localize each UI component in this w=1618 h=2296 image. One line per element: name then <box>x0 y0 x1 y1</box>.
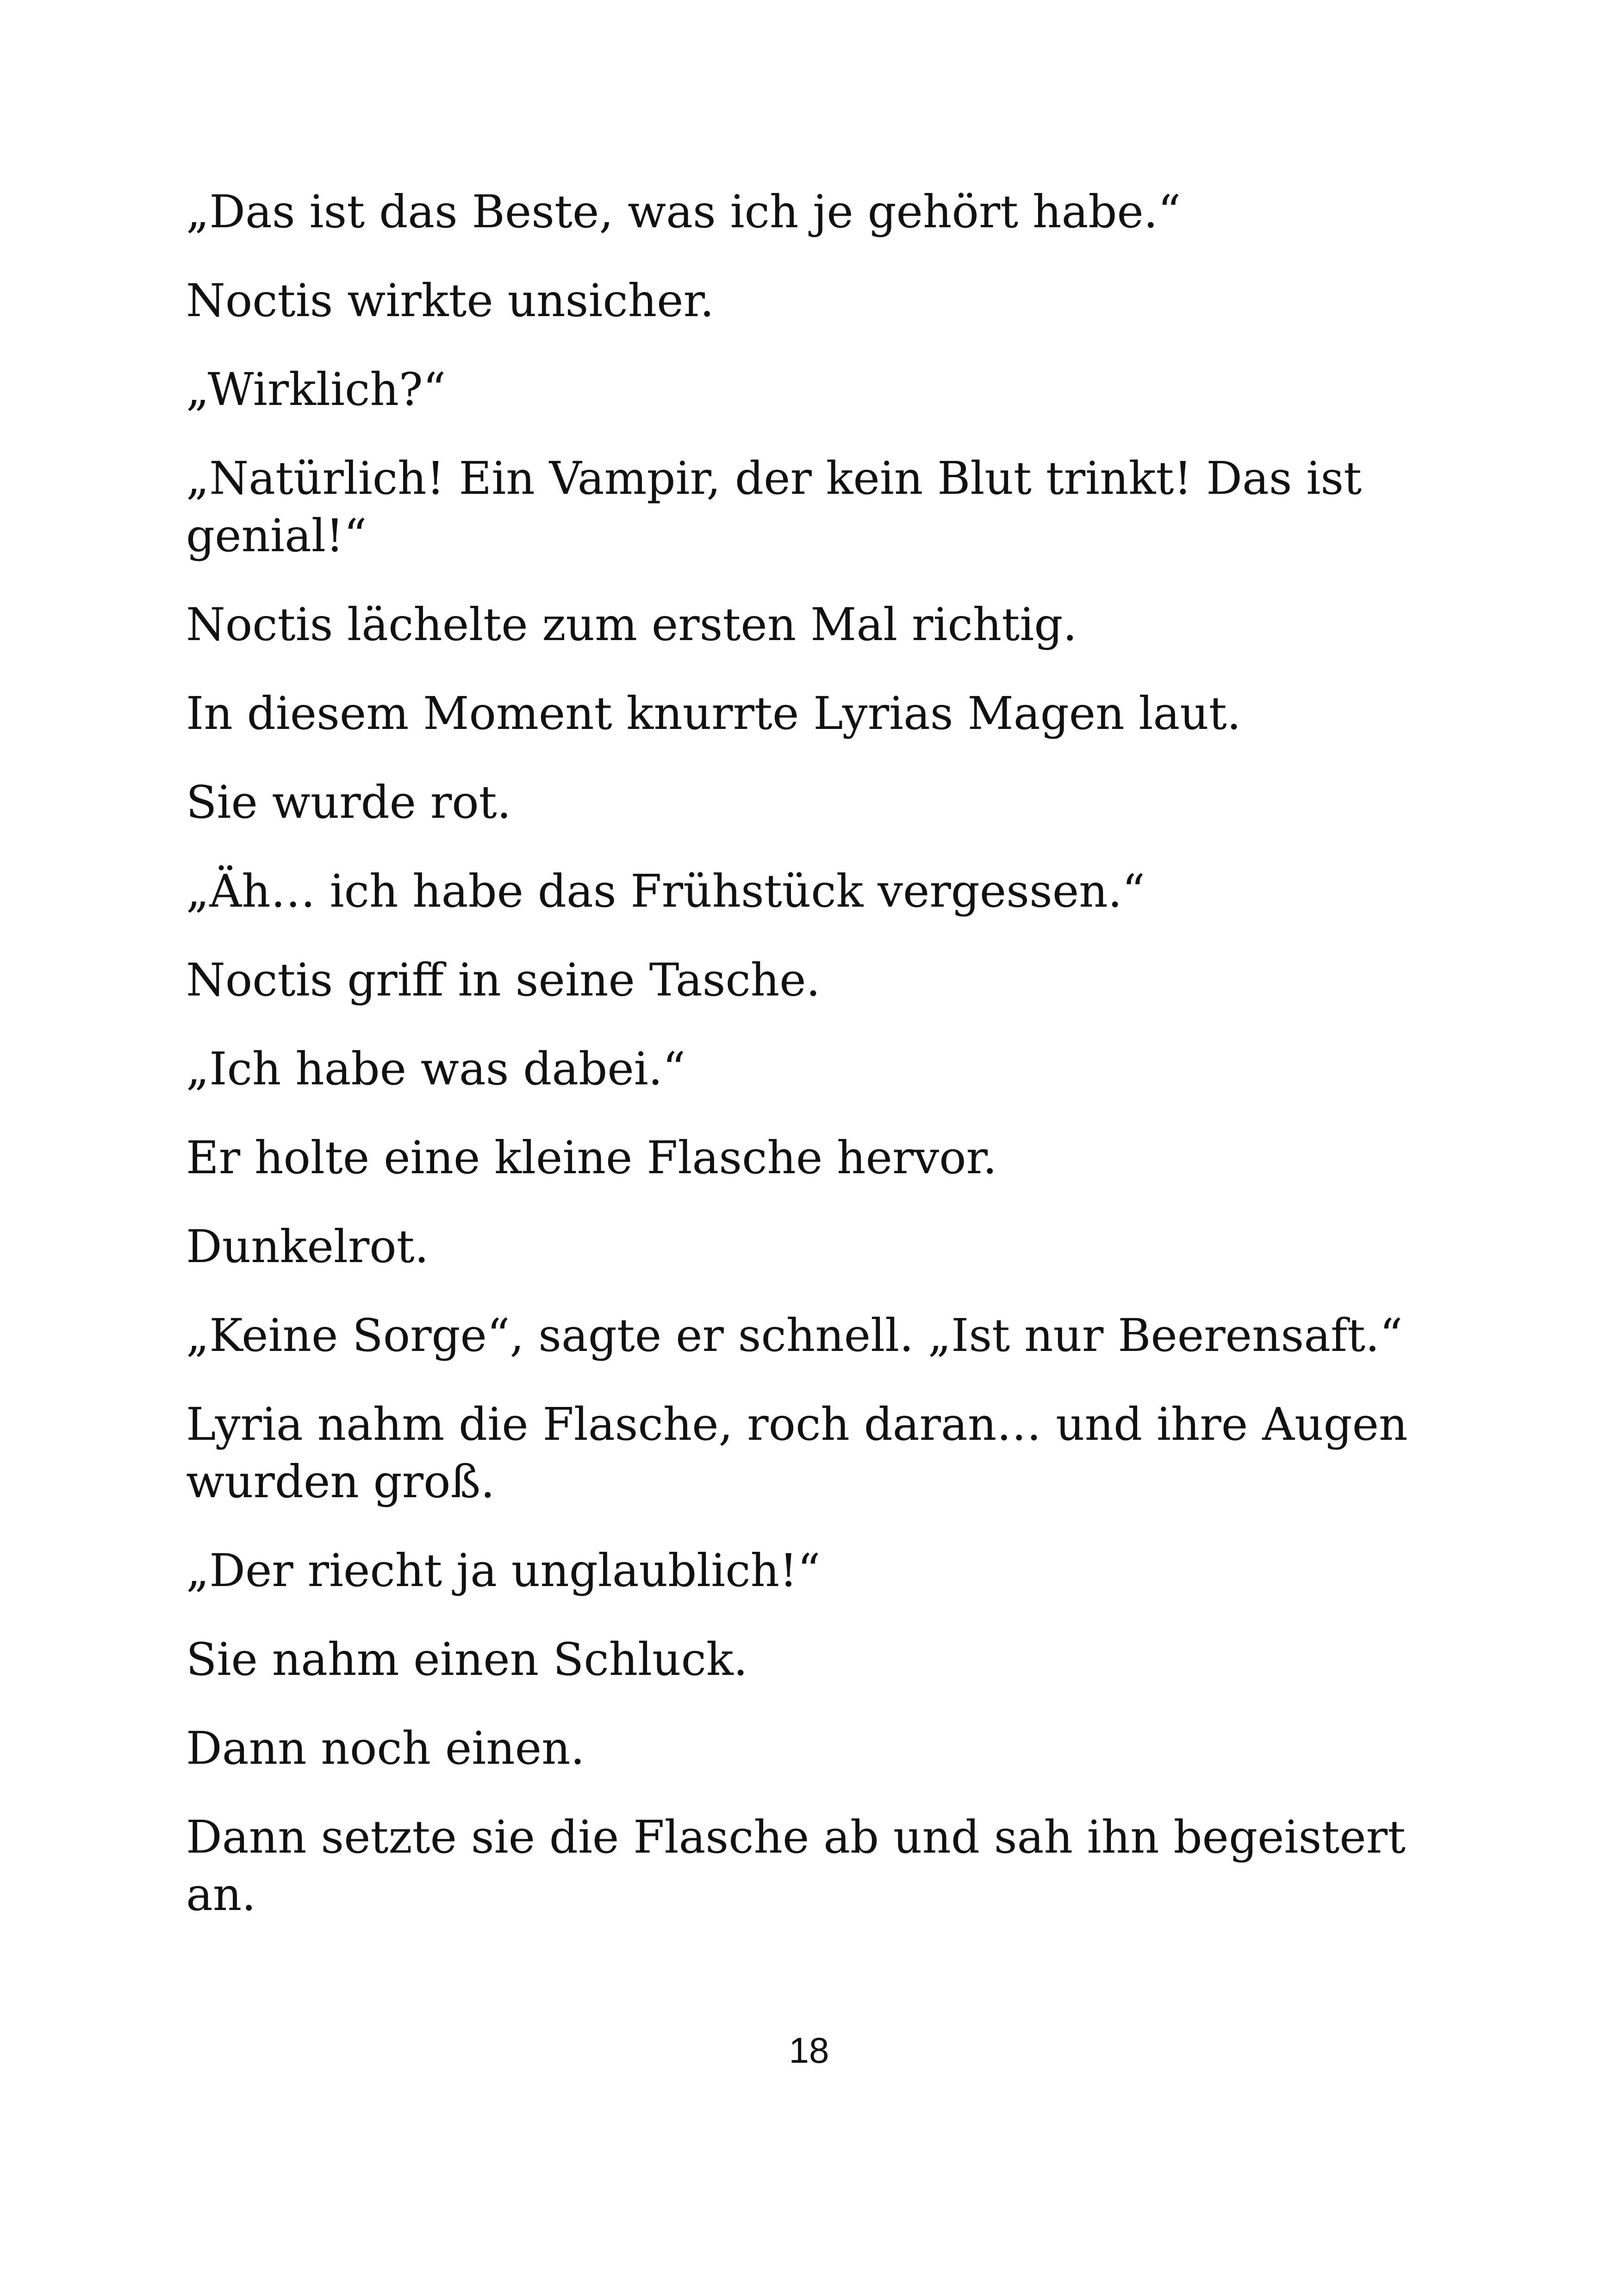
story-text <box>186 183 1436 1955</box>
paragraph: „Keine Sorge“, sagte er schnell. „Ist nur Beerensaft.“ <box>186 1309 1403 1362</box>
paragraph: Lyria nahm die Flasche, roch daran… und ihre Augen wurden groß. <box>186 1398 1408 1508</box>
paragraph: „Ich habe was dabei.“ <box>186 1043 686 1095</box>
page-number: 18 <box>789 2030 829 2071</box>
paragraph: „Der riecht ja unglaublich!“ <box>186 1544 821 1597</box>
paragraph: In diesem Moment knurrte Lyrias Magen laut. <box>186 687 1241 740</box>
paragraph: „Natürlich! Ein Vampir, der kein Blut trinkt! Das ist genial!“ <box>186 452 1362 562</box>
paragraph: Dann setzte sie die Flasche ab und sah ihn begeistert an. <box>186 1811 1406 1921</box>
paragraph: „Wirklich?“ <box>186 363 446 416</box>
paragraph: „Das ist das Beste, was ich je gehört habe.“ <box>186 186 1181 238</box>
paragraph: Noctis lächelte zum ersten Mal richtig. <box>186 598 1077 651</box>
paragraph: „Äh… ich habe das Frühstück vergessen.“ <box>186 865 1145 917</box>
paragraph: Dann noch einen. <box>186 1722 585 1774</box>
paragraph: Dunkelrot. <box>186 1220 429 1273</box>
paragraph: Sie wurde rot. <box>186 776 511 828</box>
paragraph: Noctis griff in seine Tasche. <box>186 954 821 1006</box>
paragraph: Er holte eine kleine Flasche hervor. <box>186 1132 997 1184</box>
paragraph: Sie nahm einen Schluck. <box>186 1633 748 1686</box>
paragraph: Noctis wirkte unsicher. <box>186 274 715 327</box>
